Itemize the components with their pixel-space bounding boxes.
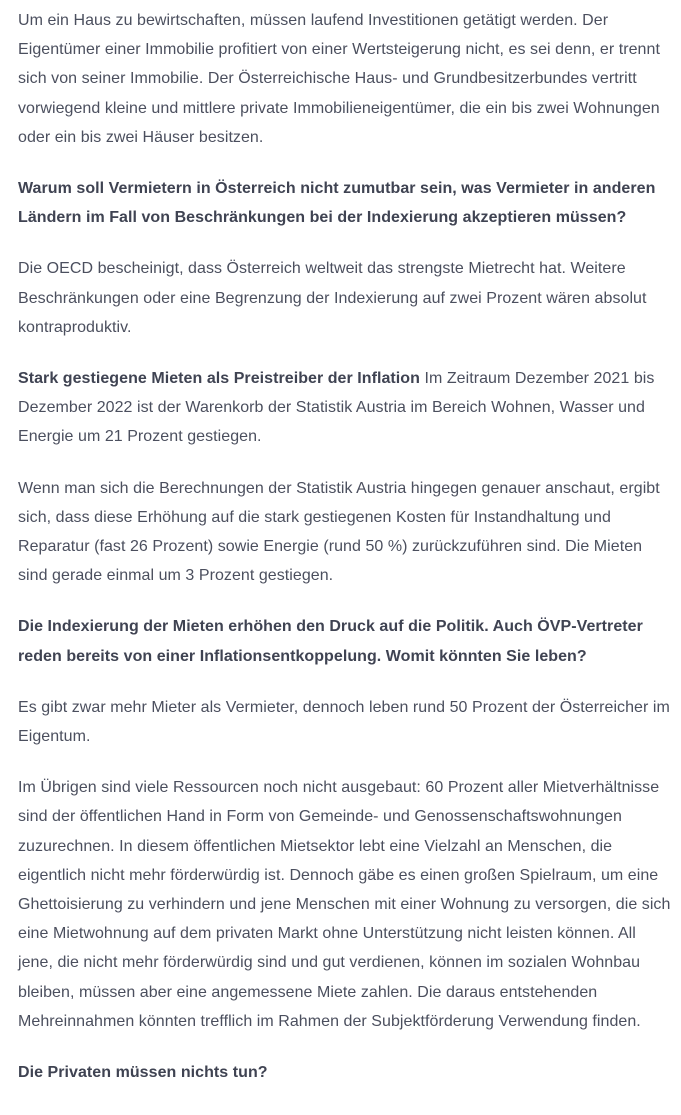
- paragraph-text: Im Zeitraum Dezember 2021 bis Dezember 2022 ist der Warenkorb der Statistik Austria im Bereich Wohnen, Wasser und Energie um 21 Prozent gestiegen.: [18, 370, 655, 446]
- interview-question: Die Indexierung der Mieten erhöhen den Druck auf die Politik. Auch ÖVP-Vertreter reden bereits von einer Inflationsentkoppelung. Womit könnten Sie leben?: [18, 618, 643, 665]
- paragraph: Wenn man sich die Berechnungen der Statistik Austria hingegen genauer anschaut, ergibt sich, dass diese Erhöhung auf die stark gestiegenen Kosten für Instandhaltung und Reparatur (fast 26 Prozent) sowie Energie (rund 50 %) zurückzuführen sind. Die Mieten sind gerade einmal um 3 Prozent gestiegen.: [18, 479, 660, 585]
- inline-heading: Stark gestiegene Mieten als Preistreiber der Inflation: [18, 370, 420, 388]
- paragraph: Um ein Haus zu bewirtschaften, müssen laufend Investitionen getätigt werden. Der Eigentümer einer Immobilie profitiert von einer Wertsteigerung nicht, es sei denn, er trennt sich von seiner Immobilie. Der Österreichische Haus- und Grundbesitzerbundes vertritt vorwiegend kleine und mittlere private Immobilieneigentümer, die ein bis zwei Wohnungen oder ein bis zwei Häuser besitzen.: [18, 12, 660, 146]
- paragraph: Im Übrigen sind viele Ressourcen noch nicht ausgebaut: 60 Prozent aller Mietverhältnisse sind der öffentlichen Hand in Form von Gemeinde- und Genossenschaftswohnungen zuzurechnen. In diesem öffentlichen Mietsektor lebt eine Vielzahl an Menschen, die eigentlich nicht mehr förderwürdig ist. Dennoch gäbe es einen großen Spielraum, um eine Ghettoisierung zu verhindern und jene Menschen mit einer Wohnung zu versorgen, die sich eine Mietwohnung auf dem privaten Markt ohne Unterstützung nicht leisten können. All jene, die nicht mehr förderwürdig sind und gut verdienen, können im sozialen Wohnbau bleiben, müssen aber eine angemessene Miete zahlen. Die daraus entstehenden Mehreinnahmen könnten trefflich im Rahmen der Subjektförderung Verwendung finden.: [18, 779, 671, 1030]
- paragraph: [18, 364, 671, 452]
- interview-question: Die Privaten müssen nichts tun?: [18, 1064, 268, 1082]
- paragraph: Es gibt zwar mehr Mieter als Vermieter, dennoch leben rund 50 Prozent der Österreicher im Eigentum.: [18, 698, 670, 746]
- paragraph: Die OECD bescheinigt, dass Österreich weltweit das strengste Mietrecht hat. Weitere Beschränkungen oder eine Begrenzung der Indexierung auf zwei Prozent wären absolut kontraproduktiv.: [18, 260, 647, 336]
- interview-question: Warum soll Vermietern in Österreich nicht zumutbar sein, was Vermieter in anderen Ländern im Fall von Beschränkungen bei der Indexierung akzeptieren müssen?: [18, 180, 656, 227]
